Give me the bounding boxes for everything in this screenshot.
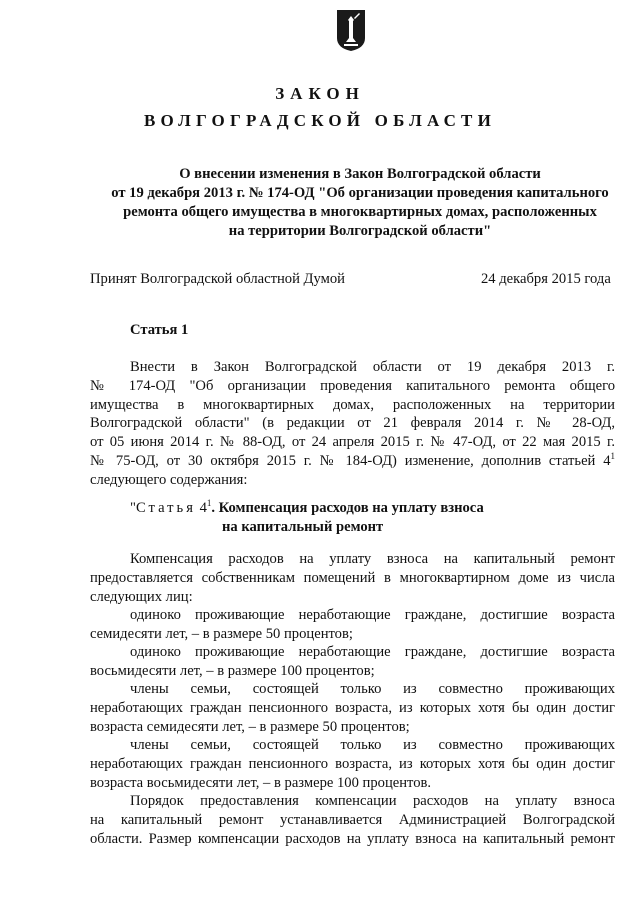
- text-line: предоставляется собственникам помещений в многоквартирном доме из числа: [90, 569, 615, 586]
- text-line: члены семьи, состоящей только из совместно проживающих: [130, 681, 615, 697]
- region-title: ВОЛГОГРАДСКОЙ ОБЛАСТИ: [143, 111, 497, 130]
- adoption-date: 24 декабря 2015 года: [481, 271, 611, 287]
- subtitle-line: ремонта общего имущества в многоквартирных домах, расположенных: [123, 204, 597, 220]
- law-subtitle: [60, 165, 640, 241]
- article-4-1-heading: [130, 499, 484, 537]
- text-line: неработающих граждан пенсионного возраста, из которых хотя бы один достиг: [90, 755, 615, 772]
- paragraph-5: [90, 736, 615, 792]
- text-line: одиноко проживающие неработающие граждане, достигшие возраста: [130, 607, 615, 623]
- superscript: 1: [610, 450, 615, 461]
- law-title: ЗАКОН: [275, 84, 365, 103]
- text-line: Компенсация расходов на уплату взноса на капитальный ремонт: [130, 551, 615, 567]
- subtitle-line: на территории Волгоградской области": [228, 223, 492, 239]
- text-line: следующих лиц:: [90, 588, 193, 605]
- text-line: семидесяти лет, – в размере 50 процентов;: [90, 625, 353, 642]
- text-line: области. Размер компенсации расходов на уплату взноса на капитальный ремонт: [90, 830, 615, 847]
- coat-of-arms-icon: [335, 8, 367, 52]
- text-line: от 05 июня 2014 г. № 88-ОД, от 24 апреля 2015 г. № 47-ОД, от 22 мая 2015 г.: [90, 434, 615, 451]
- subtitle-line: О внесении изменения в Закон Волгоградской области: [179, 166, 541, 182]
- adopted-by: Принят Волгоградской областной Думой: [90, 271, 345, 287]
- text-line: на капитальный ремонт устанавливается Администрацией Волгоградской: [90, 811, 615, 828]
- text-line: неработающих граждан пенсионного возраста, из которых хотя бы один достиг: [90, 699, 615, 716]
- text-line: [90, 452, 615, 471]
- subtitle-line: от 19 декабря 2013 г. № 174-ОД "Об организации проведения капитального: [111, 185, 609, 201]
- text-line: одиноко проживающие неработающие граждане, достигшие возраста: [130, 644, 615, 660]
- article-1-text: [90, 358, 615, 490]
- text-line: возраста семидесяти лет, – в размере 50 процентов;: [90, 718, 410, 735]
- article-word: Статья: [135, 500, 196, 516]
- article-number: 4: [199, 500, 207, 516]
- superscript: 1: [206, 498, 212, 508]
- article-title-line-2: на капитальный ремонт: [222, 519, 384, 535]
- text-line: Внести в Закон Волгоградской области от 19 декабря 2013 г.: [130, 359, 615, 375]
- text-line: Порядок предоставления компенсации расходов на уплату взноса: [130, 793, 615, 809]
- paragraph-2: [90, 606, 615, 644]
- text-line: члены семьи, состоящей только из совместно проживающих: [130, 737, 615, 753]
- article-1-heading: Статья 1: [130, 322, 189, 338]
- text-line: следующего содержания:: [90, 471, 248, 488]
- paragraph-4: [90, 680, 615, 736]
- text-line: восьмидесяти лет, – в размере 100 процентов;: [90, 662, 375, 679]
- paragraph-6: [90, 792, 615, 848]
- paragraph-3: [90, 643, 615, 681]
- text-line: возраста восьмидесяти лет, – в размере 100 процентов.: [90, 774, 432, 791]
- text-line: имущества в многоквартирных домах, расположенных на территории: [90, 396, 615, 413]
- text-line: Волгоградской области" (в редакции от 21 февраля 2014 г. № 28-ОД,: [90, 415, 615, 432]
- article-title: . Компенсация расходов на уплату взноса: [211, 500, 484, 516]
- text-line: № 174-ОД "Об организации проведения капитального ремонта общего: [90, 377, 615, 394]
- text-line-part: № 75-ОД, от 30 октября 2015 г. № 184-ОД) изменение, дополнив статьей 4: [90, 452, 611, 469]
- paragraph-1: [90, 550, 615, 606]
- quote-mark: ": [130, 500, 136, 516]
